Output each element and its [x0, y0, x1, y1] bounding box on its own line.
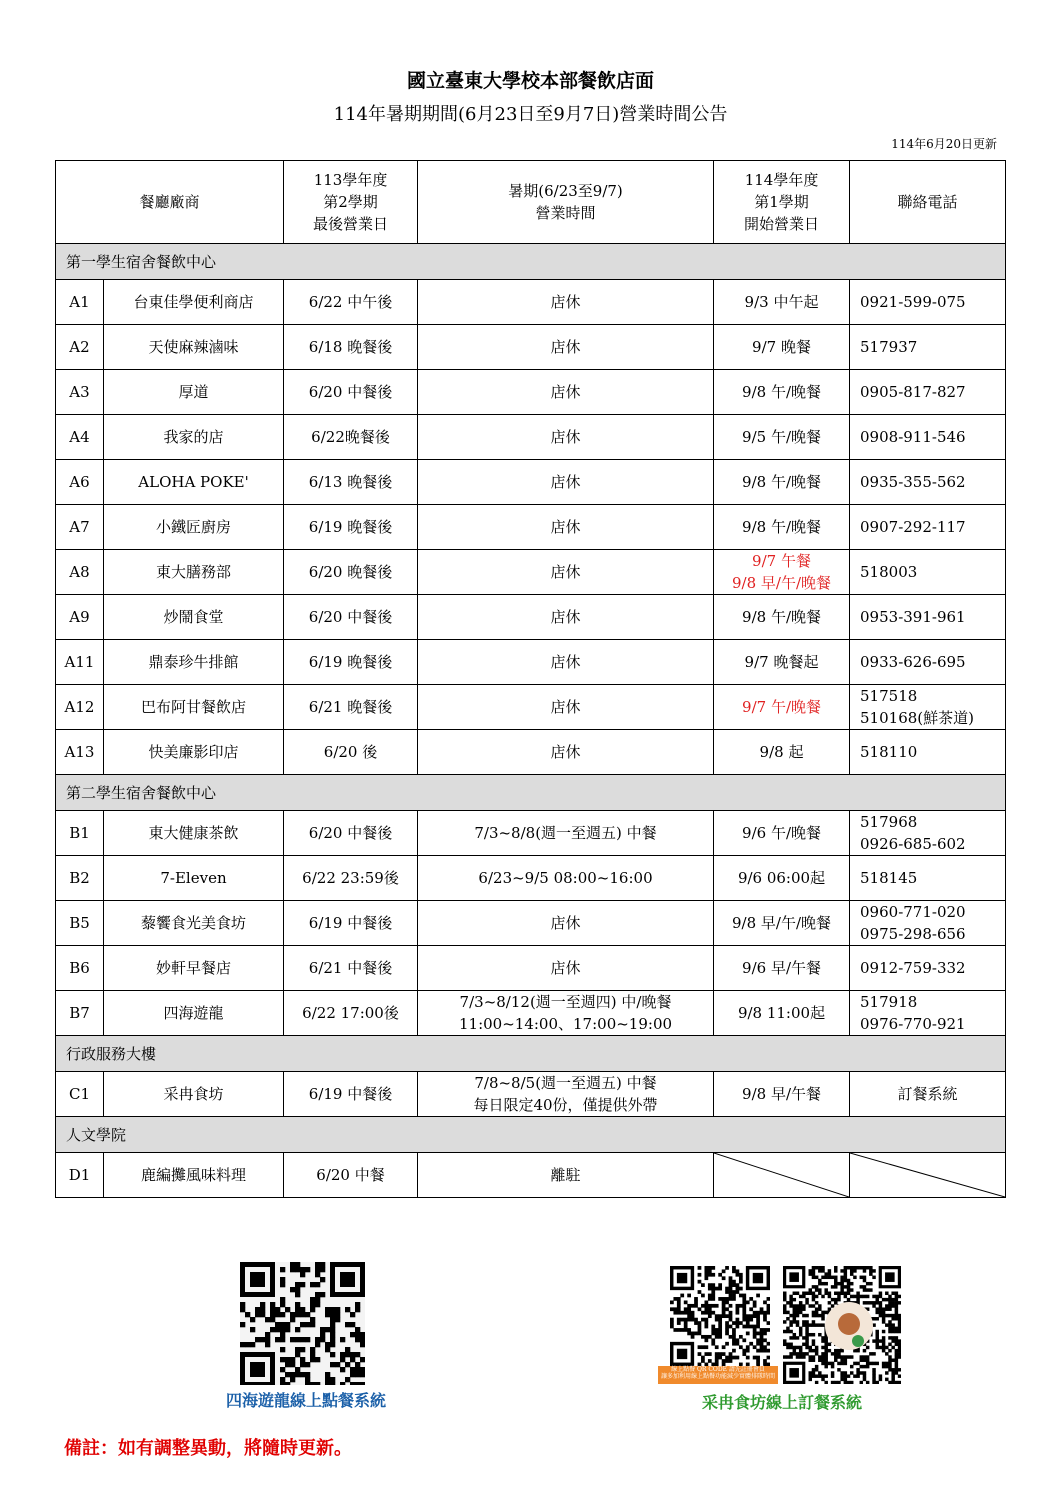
first-day-cell: [714, 280, 850, 325]
section-title: 第一學生宿舍餐飲中心: [56, 244, 1006, 280]
section-row: [56, 244, 1006, 280]
vendor-code: A6: [56, 460, 104, 505]
phone-line: 0908-911-546: [860, 428, 966, 446]
summer-hours-cell: [418, 415, 714, 460]
phone-cell: [850, 460, 1006, 505]
first-day-line: 9/7 晚餐: [752, 338, 811, 356]
first-day-line: 9/6 午/晚餐: [742, 824, 821, 842]
vendor-name: 小鐵匠廚房: [104, 505, 284, 550]
phone-line: 518145: [860, 869, 918, 887]
summer-hours-line: 6/23~9/5 08:00~16:00: [478, 869, 653, 887]
table-row: [56, 1072, 1006, 1117]
summer-hours-cell: [418, 901, 714, 946]
qr-code-right-2[interactable]: [783, 1266, 901, 1384]
table-row: [56, 325, 1006, 370]
first-day-cell: [714, 946, 850, 991]
qr-strip-line: 讓多加利用線上點餐功能減少實體排隊時間: [660, 1373, 775, 1380]
vendor-code: A8: [56, 550, 104, 595]
summer-hours-cell: [418, 946, 714, 991]
table-row: [56, 1153, 1006, 1198]
table-row: [56, 685, 1006, 730]
summer-hours-line: 7/3~8/8(週一至週五) 中餐: [474, 824, 657, 842]
phone-line: 0933-626-695: [860, 653, 966, 671]
phone-line: 0921-599-075: [860, 293, 966, 311]
phone-line: 0905-817-827: [860, 383, 966, 401]
first-day-line: 9/8 早/午餐: [742, 1085, 821, 1103]
vendor-code: B7: [56, 991, 104, 1036]
first-day-cell: [714, 370, 850, 415]
summer-hours-cell: [418, 1153, 714, 1198]
vendor-code: D1: [56, 1153, 104, 1198]
first-day-line: 9/8 午/晚餐: [742, 383, 821, 401]
vendor-code: A7: [56, 505, 104, 550]
summer-hours-cell: [418, 991, 714, 1036]
phone-line: 0912-759-332: [860, 959, 966, 977]
summer-hours-line: 店休: [550, 563, 581, 581]
table-row: [56, 280, 1006, 325]
vendor-name: 7-Eleven: [104, 856, 284, 901]
last-day-cell: 6/19 晚餐後: [284, 640, 418, 685]
first-day-line: 9/3 中午起: [744, 293, 819, 311]
first-day-cell: [714, 730, 850, 775]
table-row: [56, 946, 1006, 991]
note-text: 備註：如有調整異動，將隨時更新。: [64, 1438, 352, 1459]
vendor-name: 采冉食坊: [104, 1072, 284, 1117]
section-title: 行政服務大樓: [56, 1036, 1006, 1072]
vendor-code: A9: [56, 595, 104, 640]
summer-hours-line: 店休: [550, 959, 581, 977]
qr-code-right-1[interactable]: [670, 1266, 770, 1366]
phone-line: 518003: [860, 563, 918, 581]
last-day-cell: 6/20 中餐後: [284, 811, 418, 856]
first-day-cell: [714, 1153, 850, 1198]
vendor-code: B6: [56, 946, 104, 991]
phone-line: 517918: [860, 993, 918, 1011]
summer-hours-line: 每日限定40份，僅提供外帶: [473, 1096, 658, 1114]
summer-hours-cell: [418, 1072, 714, 1117]
last-day-cell: 6/13 晚餐後: [284, 460, 418, 505]
first-day-line: 9/6 早/午餐: [742, 959, 821, 977]
section-title: 人文學院: [56, 1117, 1006, 1153]
table-row: [56, 415, 1006, 460]
summer-hours-line: 店休: [550, 653, 581, 671]
phone-line: 0975-298-656: [860, 925, 966, 943]
vendor-code: B2: [56, 856, 104, 901]
summer-hours-line: 7/8~8/5(週一至週五) 中餐: [474, 1074, 657, 1092]
header-first-day: [714, 161, 850, 244]
table-header-row: [56, 161, 1006, 244]
vendor-name: 我家的店: [104, 415, 284, 460]
phone-line: 510168(鮮茶道): [860, 709, 974, 727]
first-day-cell: [714, 685, 850, 730]
summer-hours-line: 11:00~14:00、17:00~19:00: [458, 1015, 673, 1033]
phone-line: 0935-355-562: [860, 473, 966, 491]
summer-hours-line: 店休: [550, 293, 581, 311]
summer-hours-line: 店休: [550, 743, 581, 761]
last-day-cell: 6/20 中餐後: [284, 370, 418, 415]
summer-hours-cell: [418, 595, 714, 640]
phone-line: 0976-770-921: [860, 1015, 966, 1033]
phone-cell: [850, 370, 1006, 415]
phone-cell: [850, 1072, 1006, 1117]
last-day-cell: 6/21 中餐後: [284, 946, 418, 991]
first-day-line: 9/8 早/午/晚餐: [732, 574, 832, 592]
vendor-name: 鹿編攤風味料理: [104, 1153, 284, 1198]
vendor-code: C1: [56, 1072, 104, 1117]
phone-cell: [850, 1153, 1006, 1198]
vendor-name: 天使麻辣滷味: [104, 325, 284, 370]
header-last-day-line: 113學年度: [313, 171, 388, 189]
header-vendor: 餐廳廠商: [56, 161, 284, 244]
vendor-code: B1: [56, 811, 104, 856]
phone-line: 0953-391-961: [860, 608, 966, 626]
first-day-line: 9/7 晚餐起: [744, 653, 819, 671]
phone-cell: [850, 685, 1006, 730]
table-row: [56, 640, 1006, 685]
table-row: [56, 370, 1006, 415]
phone-line: 0960-771-020: [860, 903, 966, 921]
vendor-name: 台東佳學便利商店: [104, 280, 284, 325]
first-day-line: 9/8 起: [759, 743, 804, 761]
last-day-cell: 6/22 17:00後: [284, 991, 418, 1036]
vendor-name: 炒鬧食堂: [104, 595, 284, 640]
table-row: [56, 505, 1006, 550]
summer-hours-cell: [418, 856, 714, 901]
phone-line: 518110: [860, 743, 918, 761]
vendor-name: 快美廉影印店: [104, 730, 284, 775]
last-day-cell: 6/18 晚餐後: [284, 325, 418, 370]
phone-cell: [850, 730, 1006, 775]
vendor-name: 巴布阿甘餐飲店: [104, 685, 284, 730]
diagonal-line: [714, 1153, 849, 1197]
last-day-cell: 6/22晚餐後: [284, 415, 418, 460]
vendor-name: 東大膳務部: [104, 550, 284, 595]
first-day-line: 9/6 06:00起: [737, 869, 826, 887]
first-day-cell: [714, 550, 850, 595]
summer-hours-line: 店休: [550, 698, 581, 716]
qr-code-left[interactable]: [240, 1262, 365, 1385]
header-phone: 聯絡電話: [850, 161, 1006, 244]
summer-hours-line: 店休: [550, 518, 581, 536]
summer-hours-line: 店休: [550, 608, 581, 626]
summer-hours-line: 店休: [550, 383, 581, 401]
last-day-cell: 6/22 中午後: [284, 280, 418, 325]
first-day-cell: [714, 505, 850, 550]
phone-cell: [850, 991, 1006, 1036]
section-title: 第二學生宿舍餐飲中心: [56, 775, 1006, 811]
vendor-code: A2: [56, 325, 104, 370]
phone-cell: [850, 901, 1006, 946]
vendor-code: A3: [56, 370, 104, 415]
first-day-cell: [714, 325, 850, 370]
section-row: [56, 775, 1006, 811]
header-last-day-line: 第2學期: [323, 193, 378, 211]
phone-cell: [850, 856, 1006, 901]
summer-hours-line: 7/3~8/12(週一至週四) 中/晚餐: [459, 993, 672, 1011]
phone-line: 0907-292-117: [860, 518, 966, 536]
header-summer-line: 營業時間: [535, 204, 596, 222]
summer-hours-cell: [418, 460, 714, 505]
phone-line: 訂餐系統: [897, 1085, 958, 1103]
summer-hours-cell: [418, 685, 714, 730]
table-row: [56, 730, 1006, 775]
vendor-name: 妙軒早餐店: [104, 946, 284, 991]
first-day-line: 9/7 午/晚餐: [742, 698, 821, 716]
first-day-cell: [714, 460, 850, 505]
summer-hours-cell: [418, 811, 714, 856]
summer-hours-line: 離駐: [550, 1166, 581, 1184]
last-day-cell: 6/19 中餐後: [284, 1072, 418, 1117]
summer-hours-cell: [418, 730, 714, 775]
last-day-cell: 6/20 中餐: [284, 1153, 418, 1198]
phone-line: 517937: [860, 338, 918, 356]
vendor-name: 四海遊龍: [104, 991, 284, 1036]
phone-cell: [850, 325, 1006, 370]
first-day-line: 9/5 午/晚餐: [742, 428, 821, 446]
table-row: [56, 550, 1006, 595]
table-row: [56, 460, 1006, 505]
phone-line: 517518: [860, 687, 918, 705]
summer-hours-line: 店休: [550, 473, 581, 491]
schedule-table: [55, 160, 1006, 1198]
vendor-code: A12: [56, 685, 104, 730]
phone-cell: [850, 811, 1006, 856]
table-row: [56, 811, 1006, 856]
page-title: 國立臺東大學校本部餐飲店面: [406, 70, 654, 92]
qr-right-strip: [658, 1366, 778, 1384]
summer-hours-cell: [418, 280, 714, 325]
first-day-line: 9/8 午/晚餐: [742, 473, 821, 491]
summer-hours-cell: [418, 370, 714, 415]
vendor-name: ALOHA POKE': [104, 460, 284, 505]
vendor-name: 東大健康茶飲: [104, 811, 284, 856]
header-first-day-line: 114學年度: [744, 171, 819, 189]
first-day-line: 9/8 11:00起: [737, 1004, 826, 1022]
summer-hours-cell: [418, 505, 714, 550]
table-row: [56, 991, 1006, 1036]
first-day-cell: [714, 415, 850, 460]
last-day-cell: 6/22 23:59後: [284, 856, 418, 901]
summer-hours-line: 店休: [550, 338, 581, 356]
last-day-cell: 6/20 晚餐後: [284, 550, 418, 595]
phone-line: 517968: [860, 813, 918, 831]
first-day-line: 9/8 午/晚餐: [742, 518, 821, 536]
vendor-code: A13: [56, 730, 104, 775]
first-day-line: 9/8 午/晚餐: [742, 608, 821, 626]
vendor-name: 鼎泰珍牛排館: [104, 640, 284, 685]
header-last-day-line: 最後營業日: [313, 215, 389, 233]
summer-hours-line: 店休: [550, 428, 581, 446]
first-day-cell: [714, 856, 850, 901]
qr-left-caption: 四海遊龍線上點餐系統: [225, 1391, 386, 1410]
header-summer: [418, 161, 714, 244]
first-day-cell: [714, 991, 850, 1036]
vendor-name: 厚道: [104, 370, 284, 415]
qr-strip-line: 線上點餐 QR CODE 請先註冊會員: [671, 1366, 765, 1373]
table-row: [56, 595, 1006, 640]
first-day-cell: [714, 1072, 850, 1117]
last-day-cell: 6/19 中餐後: [284, 901, 418, 946]
last-day-cell: 6/21 晚餐後: [284, 685, 418, 730]
phone-cell: [850, 415, 1006, 460]
vendor-code: B5: [56, 901, 104, 946]
vendor-code: A11: [56, 640, 104, 685]
table-row: [56, 856, 1006, 901]
summer-hours-cell: [418, 550, 714, 595]
first-day-line: 9/8 早/午/晚餐: [732, 914, 832, 932]
phone-cell: [850, 505, 1006, 550]
header-last-day: [284, 161, 418, 244]
header-first-day-line: 開始營業日: [744, 215, 820, 233]
first-day-line: 9/7 午餐: [752, 552, 811, 570]
phone-cell: [850, 550, 1006, 595]
last-day-cell: 6/20 後: [284, 730, 418, 775]
last-day-cell: 6/20 中餐後: [284, 595, 418, 640]
table-row: [56, 901, 1006, 946]
updated-date: 114年6月20日更新: [891, 137, 997, 151]
first-day-cell: [714, 811, 850, 856]
page-subtitle: 114年暑期期間(6月23日至9月7日)營業時間公告: [333, 104, 728, 125]
section-row: [56, 1117, 1006, 1153]
phone-cell: [850, 640, 1006, 685]
phone-cell: [850, 280, 1006, 325]
summer-hours-cell: [418, 640, 714, 685]
header-first-day-line: 第1學期: [754, 193, 809, 211]
last-day-cell: 6/19 晚餐後: [284, 505, 418, 550]
section-row: [56, 1036, 1006, 1072]
first-day-cell: [714, 901, 850, 946]
qr-right-caption: 采冉食坊線上訂餐系統: [701, 1393, 862, 1412]
first-day-cell: [714, 640, 850, 685]
first-day-cell: [714, 595, 850, 640]
vendor-code: A4: [56, 415, 104, 460]
phone-line: 0926-685-602: [860, 835, 966, 853]
header-summer-line: 暑期(6/23至9/7): [508, 182, 623, 200]
phone-cell: [850, 595, 1006, 640]
summer-hours-cell: [418, 325, 714, 370]
summer-hours-line: 店休: [550, 914, 581, 932]
diagonal-line: [850, 1153, 1005, 1197]
vendor-name: 藜饗食光美食坊: [104, 901, 284, 946]
vendor-code: A1: [56, 280, 104, 325]
phone-cell: [850, 946, 1006, 991]
